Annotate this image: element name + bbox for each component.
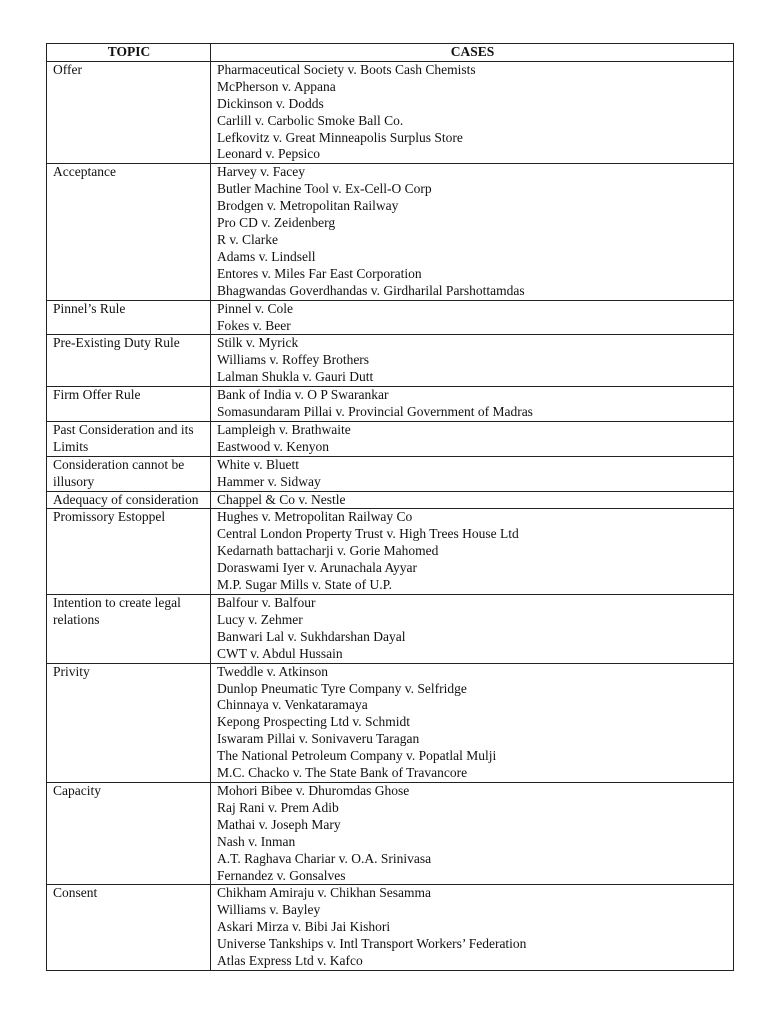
case-name: Hughes v. Metropolitan Railway Co <box>217 509 413 525</box>
table-row <box>47 387 734 422</box>
case-name: M.P. Sugar Mills v. State of U.P. <box>217 577 393 593</box>
table-row <box>47 663 734 782</box>
topic-label: Promissory Estoppel <box>53 509 166 525</box>
cases-cell <box>211 300 734 335</box>
topic-label: Acceptance <box>53 164 116 180</box>
case-name: Fernandez v. Gonsalves <box>217 867 346 883</box>
case-name: Harvey v. Facey <box>217 164 305 180</box>
case-name: Fokes v. Beer <box>217 317 291 333</box>
topic-cell <box>47 782 211 884</box>
table-row <box>47 164 734 300</box>
case-name: Askari Mirza v. Bibi Jai Kishori <box>217 919 391 935</box>
case-name: Hammer v. Sidway <box>217 473 321 489</box>
case-name: Bank of India v. O P Swarankar <box>217 387 389 403</box>
topic-cell <box>47 663 211 782</box>
cases-cell <box>211 885 734 971</box>
case-name: Mohori Bibee v. Dhuromdas Ghose <box>217 782 410 798</box>
case-name: Butler Machine Tool v. Ex-Cell-O Corp <box>217 181 432 197</box>
topic-cell <box>47 885 211 971</box>
cases-cell <box>211 387 734 422</box>
case-name: Carlill v. Carbolic Smoke Ball Co. <box>217 112 404 128</box>
cases-cell <box>211 595 734 664</box>
case-name: Chappel & Co v. Nestle <box>217 491 346 507</box>
case-name: White v. Bluett <box>217 456 299 472</box>
table-row <box>47 456 734 491</box>
case-name: Somasundaram Pillai v. Provincial Government of Madras <box>217 404 533 420</box>
case-name: Kedarnath battacharji v. Gorie Mahomed <box>217 543 439 559</box>
table-row <box>47 335 734 387</box>
case-name: Pinnel v. Cole <box>217 300 293 316</box>
topic-cell <box>47 61 211 163</box>
case-name: Universe Tankships v. Intl Transport Workers’ Federation <box>217 936 527 952</box>
topic-cell <box>47 421 211 456</box>
topic-label: Intention to create legal relations <box>53 595 181 627</box>
table-row <box>47 61 734 163</box>
case-name: Chikham Amiraju v. Chikhan Sesamma <box>217 885 431 901</box>
case-name: Entores v. Miles Far East Corporation <box>217 265 422 281</box>
topic-cell <box>47 300 211 335</box>
case-name: Mathai v. Joseph Mary <box>217 816 341 832</box>
topic-label: Consent <box>53 885 98 901</box>
case-name: Atlas Express Ltd v. Kafco <box>217 953 363 969</box>
cases-cell <box>211 491 734 509</box>
case-name: Adams v. Lindsell <box>217 248 316 264</box>
topic-label: Pre-Existing Duty Rule <box>53 335 180 351</box>
topic-cell <box>47 335 211 387</box>
table-row <box>47 300 734 335</box>
case-name: Pharmaceutical Society v. Boots Cash Chemists <box>217 61 476 77</box>
case-name: Williams v. Bayley <box>217 902 321 918</box>
case-name: Lalman Shukla v. Gauri Dutt <box>217 369 374 385</box>
cases-cell <box>211 421 734 456</box>
table-body <box>47 61 734 970</box>
case-name: Kepong Prospecting Ltd v. Schmidt <box>217 714 410 730</box>
case-name: McPherson v. Appana <box>217 78 336 94</box>
case-name: Banwari Lal v. Sukhdarshan Dayal <box>217 628 406 644</box>
case-name: Lucy v. Zehmer <box>217 611 303 627</box>
case-name: Stilk v. Myrick <box>217 335 299 351</box>
table-row <box>47 595 734 664</box>
cases-column-header: CASES <box>211 44 734 62</box>
case-name: Iswaram Pillai v. Sonivaveru Taragan <box>217 731 420 747</box>
topic-cell <box>47 491 211 509</box>
cases-cell <box>211 61 734 163</box>
case-name: R v. Clarke <box>217 231 278 247</box>
cases-cell <box>211 509 734 595</box>
cases-cell <box>211 335 734 387</box>
case-name: CWT v. Abdul Hussain <box>217 645 343 661</box>
topic-label: Adequacy of consideration <box>53 491 199 507</box>
topic-label: Capacity <box>53 782 101 798</box>
cases-cell <box>211 164 734 300</box>
case-name: Balfour v. Balfour <box>217 595 316 610</box>
topic-label: Consideration cannot be illusory <box>53 456 185 489</box>
case-name: Central London Property Trust v. High Trees House Ltd <box>217 526 519 542</box>
case-name: Pro CD v. Zeidenberg <box>217 215 336 231</box>
case-name: Williams v. Roffey Brothers <box>217 352 370 368</box>
topic-label: Pinnel’s Rule <box>53 300 126 316</box>
topic-column-header: TOPIC <box>47 44 211 62</box>
case-name: Tweddle v. Atkinson <box>217 663 329 679</box>
case-name: Doraswami Iyer v. Arunachala Ayyar <box>217 560 417 576</box>
topic-label: Past Consideration and its Limits <box>53 421 194 454</box>
case-name: Raj Rani v. Prem Adib <box>217 799 339 815</box>
cases-table <box>46 43 734 971</box>
topic-label: Firm Offer Rule <box>53 387 141 403</box>
table-row <box>47 491 734 509</box>
topic-cell <box>47 387 211 422</box>
topic-cell <box>47 456 211 491</box>
case-name: The National Petroleum Company v. Popatlal Mulji <box>217 748 497 764</box>
case-name: Lampleigh v. Brathwaite <box>217 421 351 437</box>
cases-cell <box>211 663 734 782</box>
topic-cell <box>47 509 211 595</box>
case-name: Chinnaya v. Venkataramaya <box>217 697 368 713</box>
table-row <box>47 421 734 456</box>
table-row <box>47 782 734 884</box>
topic-cell <box>47 164 211 300</box>
cases-cell <box>211 456 734 491</box>
case-name: Dunlop Pneumatic Tyre Company v. Selfridge <box>217 680 467 696</box>
case-name: Bhagwandas Goverdhandas v. Girdharilal Parshottamdas <box>217 282 525 298</box>
topic-label: Offer <box>53 61 82 77</box>
case-name: Eastwood v. Kenyon <box>217 438 329 454</box>
case-name: Brodgen v. Metropolitan Railway <box>217 198 399 214</box>
case-name: Dickinson v. Dodds <box>217 95 324 111</box>
case-name: A.T. Raghava Chariar v. O.A. Srinivasa <box>217 850 432 866</box>
cases-cell <box>211 782 734 884</box>
header-row <box>47 44 734 62</box>
case-name: Nash v. Inman <box>217 833 296 849</box>
table-row <box>47 509 734 595</box>
topic-label: Privity <box>53 663 90 679</box>
case-name: Lefkovitz v. Great Minneapolis Surplus Store <box>217 129 463 145</box>
topic-cell <box>47 595 211 664</box>
case-name: M.C. Chacko v. The State Bank of Travancore <box>217 765 468 781</box>
case-name: Leonard v. Pepsico <box>217 146 320 162</box>
table-row <box>47 885 734 971</box>
